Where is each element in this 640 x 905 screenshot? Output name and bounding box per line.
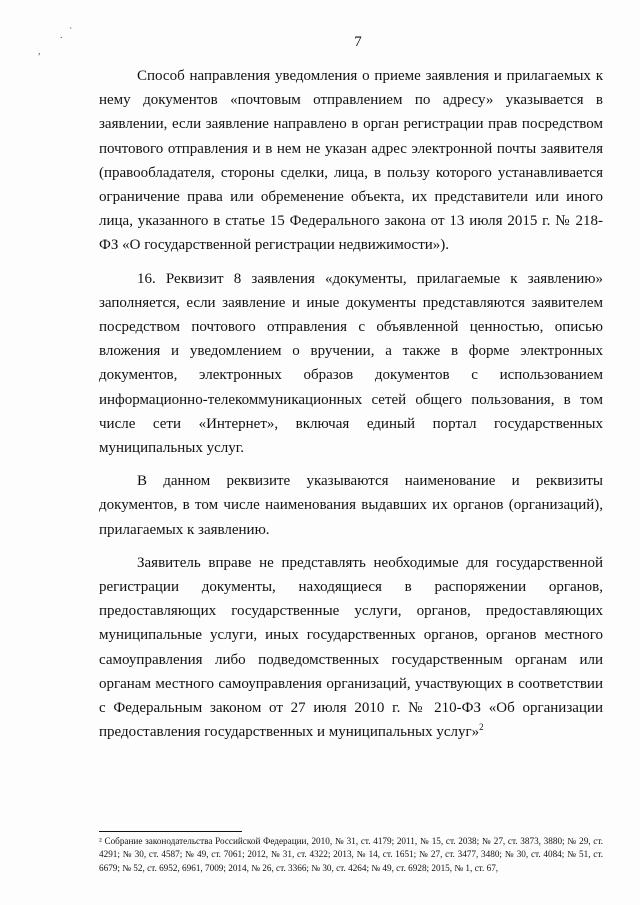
footnote-separator xyxy=(99,831,242,832)
paragraph-applicant-rights-text: Заявитель вправе не представлять необходимые для государственной регистрации документы, находящиеся в распоряжении органов, предоставляющих государственные услуги, органов, предоставляющих муниципальные услуги, иных государственных органов, органов местного самоуправления либо подведомственных государственным органам или органам местного самоуправления организаций, участвующих в соответствии с Федеральным законом от 27 июля 2010 г. № 210-ФЗ «Об организации предоставления государственных и муниципальных услуг» xyxy=(99,554,603,741)
paragraph-applicant-rights xyxy=(99,551,603,745)
paragraph-notification-method: Способ направления уведомления о приеме заявления и прилагаемых к нему документов «почтовым отправлением по адресу» указывается в заявлении, если заявление направлено в орган регистрации прав посредством почтового отправления и в нем не указан адрес электронной почты заявителя (правообладателя, стороны сделки, лица, в пользу которого устанавливается ограничение права или обременение объекта, их представители или иного лица, указанного в статье 15 Федерального закона от 13 июля 2015 г. № 218-ФЗ «О государственной регистрации недвижимости»). xyxy=(99,68,603,254)
page-number: 7 xyxy=(354,34,362,50)
paragraph-requisites: В данном реквизите указываются наименование и реквизиты документов, в том числе наименования выдавших их органов (организаций), прилагаемых к заявлению. xyxy=(99,473,603,538)
paragraph-16: 16. Реквизит 8 заявления «документы, прилагаемые к заявлению» заполняется, если заявление и иные документы представляются заявителем посредством почтового отправления с объявленной ценностью, описью вложения и уведомлением о вручении, а также в форме электронных документов, электронных образов документов с использованием информационно-телекоммуникационных сетей общего пользования, в том числе сети «Интернет», включая единый портал государственных муниципальных услуг. xyxy=(99,270,603,457)
body-text xyxy=(99,64,603,744)
document-page: . ` , 7 Способ направления уведомления о приеме заявления и прилагаемых к нему документов «почтовым отправлением по адресу» указывается в заявлении, если заявление направлено в орган регистрации прав посредством почтового отправления и в нем не указан адрес электронной почты заявителя (правообладателя, стороны сделки, лица, в пользу которого устанавливается ограничение права или обременение объекта, их представители или иного лица, указанного в статье 15 Федерального закона от 13 июля 2015 г. № 218-ФЗ «О государственной регистрации недвижимости»). 16. Реквизит 8 заявления «документы, прилагаемые к заявлению» заполняется, если заявление и иные документы представляются заявителем посредством почтового отправления с объявленной ценностью, описью вложения и уведомлением о вручении, а также в форме электронных документов, электронных образов документов с использованием информационно-телекоммуникационных сетей общего пользования, в том числе сети «Интернет», включая единый портал государственных муниципальных услуг. В данном реквизите указываются наименование и реквизиты документов, в том числе наименования выдавших их органов (организаций), прилагаемых к заявлению. Заявитель вправе не представлять необходимые для государственной регистрации документы, находящиеся в распоряжении органов, предоставляющих государственные услуги, органов, предоставляющих муниципальные услуги, иных государственных органов, органов местного самоуправления либо подведомственных государственным органам или органам местного самоуправления организаций, участвующих в соответствии с Федеральным законом от 27 июля 2010 г. № 210-ФЗ «Об организации предоставления государственных и муниципальных услуг»$^2$ ² Собрание законодательства Российской Федерации, 2010, № 31, ст. 4179; 2011, № 15, ст. 2038; № 27, ст. 3873, 3880; № 29, ст. 4291; № 30, ст. 4587; № 49, ст. 7061; 2012, № 31, ст. 4322; 2013, № 14, ст. 1651; № 27, ст. 3477, 3480; № 30, ст. 4084; № 51, ст. 6679; № 52, ст. 6952, 6961, 7009; 2014, № 26, ст. 3366; № 30, ст. 4264; № 49, ст. 6928; 2015, № 1, ст. 67, xyxy=(0,0,640,905)
footnote-text: ² Собрание законодательства Российской Федерации, 2010, № 31, ст. 4179; 2011, № 15, ст. 2038; № 27, ст. 3873, 3880; № 29, ст. 4291; № 30, ст. 4587; № 49, ст. 7061; 2012, № 31, ст. 4322; 2013, № 14, ст. 1651; № 27, ст. 3477, 3480; № 30, ст. 4084; № 51, ст. 6679; № 52, ст. 6952, 6961, 7009; 2014, № 26, ст. 3366; № 30, ст. 4264; № 49, ст. 6928; 2015, № 1, ст. 67, xyxy=(99,836,603,873)
footnote-marker: 2 xyxy=(479,722,484,733)
